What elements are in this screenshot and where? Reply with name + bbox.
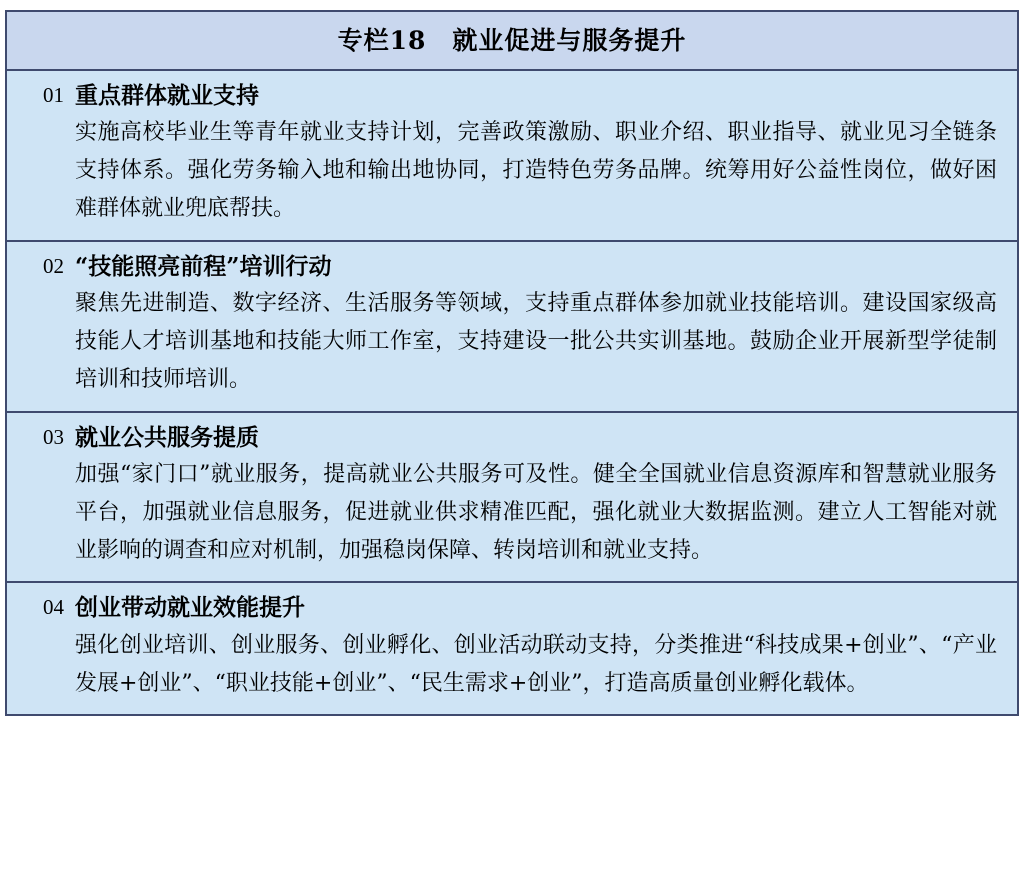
item-heading: 创业带动就业效能提升 bbox=[75, 594, 305, 622]
item-number: 04 bbox=[43, 595, 64, 620]
list-item bbox=[7, 242, 1017, 413]
list-item bbox=[7, 71, 1017, 242]
page-title: 专栏18 就业促进与服务提升 bbox=[337, 26, 687, 55]
item-content bbox=[75, 250, 1001, 399]
item-heading: 就业公共服务提质 bbox=[75, 423, 259, 451]
box-title-row bbox=[7, 12, 1017, 71]
item-body: 聚焦先进制造、数字经济、生活服务等领域，支持重点群体参加就业技能培训。建设国家级高技能人才培训基地和技能大师工作室，支持建设一批公共实训基地。鼓励企业开展新型学徒制培训和技师培训。 bbox=[75, 291, 997, 392]
item-heading: “技能照亮前程”培训行动 bbox=[75, 252, 332, 280]
item-content bbox=[75, 591, 1001, 702]
feature-box bbox=[5, 10, 1019, 716]
item-number: 01 bbox=[43, 83, 64, 107]
list-item bbox=[7, 413, 1017, 584]
item-body: 实施高校毕业生等青年就业支持计划，完善政策激励、职业介绍、职业指导、就业见习全链条支持体系。强化劳务输入地和输出地协同，打造特色劳务品牌。统筹用好公益性岗位，做好困难群体就业兜底帮扶。 bbox=[75, 120, 997, 221]
item-content bbox=[75, 79, 1001, 228]
item-content bbox=[75, 421, 1001, 570]
item-body: 加强“家门口”就业服务，提高就业公共服务可及性。健全全国就业信息资源库和智慧就业服务平台，加强就业信息服务，促进就业供求精准匹配，强化就业大数据监测。建立人工智能对就业影响的调查和应对机制，加强稳岗保障、转岗培训和就业支持。 bbox=[75, 462, 997, 563]
item-number: 02 bbox=[43, 253, 64, 278]
item-body: 强化创业培训、创业服务、创业孵化、创业活动联动支持，分类推进“科技成果+创业”、“产业发展+创业”、“职业技能+创业”、“民生需求+创业”，打造高质量创业孵化载体。 bbox=[75, 632, 997, 696]
list-item bbox=[7, 583, 1017, 714]
item-number: 03 bbox=[43, 424, 64, 449]
item-heading: 重点群体就业支持 bbox=[75, 82, 259, 109]
